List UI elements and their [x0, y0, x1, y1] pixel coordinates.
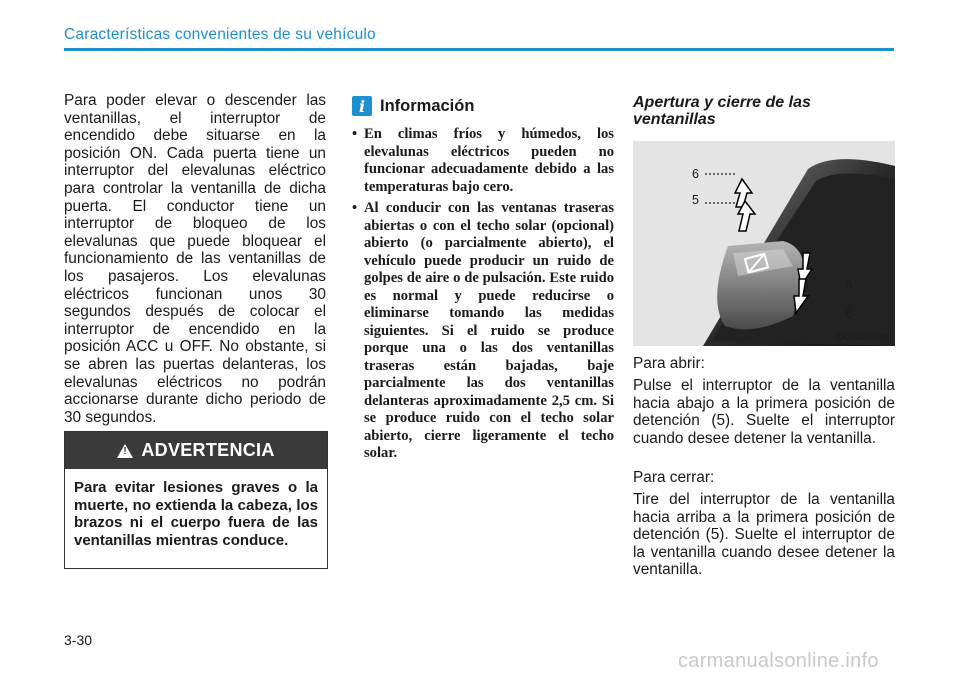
window-section-title: Apertura y cierre de las ventanillas [633, 94, 811, 128]
info-icon: i [352, 96, 372, 116]
window-switch-illustration [633, 141, 895, 346]
close-heading: Para cerrar: [633, 469, 715, 486]
window-switch-figure [633, 141, 895, 346]
warning-title: ADVERTENCIA [141, 440, 275, 460]
bullet: • [352, 200, 358, 216]
header-rule [64, 48, 894, 51]
info-bullet-text: En climas fríos y húmedos, los elevalunas eléctricos pueden no funcionar adecuadamente debido a las temperaturas bajo cero. [364, 126, 614, 195]
watermark: carmanualsonline.info [678, 650, 879, 672]
label-5-bottom: 5 [845, 278, 852, 292]
label-5-top: 5 [692, 193, 699, 207]
info-title: Información [380, 96, 475, 115]
intro-paragraph: Para poder elevar o descender las ventanillas, el interruptor de encendido debe situarse en la posición ON. Cada puerta tiene un interruptor del elevalunas eléctrico para controlar la ventanilla de dicha puerta. El conductor tiene un interruptor de bloqueo de los elevalunas que puede bloquear el funcionamiento de las ventanillas de los pasajeros. Los elevalunas eléctricos funcionan unos 30 segundos después de colocar el interruptor de encendido en la posición ACC u OFF. No obstante, si se abren las puertas delanteras, los elevalunas eléctricos no podrán accionarse durante dicho periodo de 30 segundos. [64, 92, 326, 426]
section-title: Características convenientes de su vehículo [64, 26, 376, 43]
info-list [352, 126, 614, 467]
bullet: • [352, 126, 358, 142]
list-item [352, 200, 614, 463]
list-item [352, 126, 614, 196]
open-text: Pulse el interruptor de la ventanilla hacia abajo a la primera posición de detención (5). Suelte el interruptor cuando desee detener la ventanilla. [633, 377, 895, 447]
warning-triangle-icon: ! [117, 444, 133, 458]
label-6-top: 6 [692, 167, 699, 181]
info-bullet-text: Al conducir con las ventanas traseras abiertas o con el techo solar (opcional) abierto (o parcialmente abierto), el vehículo puede producir un ruido de golpes de aire o de pulsación. Este ruido es normal y puede reducirse o eliminarse tomando las medidas siguientes. Si el ruido se produce porque una o las dos ventanillas traseras están bajadas, baje parcialmente las dos ventanillas delanteras aproximadamente 2,5 cm. Si se produce ruido con el techo solar abierto, cierre ligeramente el techo solar. [364, 200, 614, 461]
open-heading: Para abrir: [633, 355, 705, 372]
warning-box [64, 431, 328, 569]
warning-header [65, 432, 327, 469]
info-header [352, 96, 474, 116]
label-6-bottom: 6 [845, 307, 852, 321]
close-text: Tire del interruptor de la ventanilla hacia arriba a la primera posición de detención (5). Suelte el interruptor de la ventanilla cuando desee detener la ventanilla. [633, 491, 895, 579]
figure-code: OOS047018 [836, 332, 889, 343]
warning-text: Para evitar lesiones graves o la muerte, no extienda la cabeza, los brazos ni el cuerpo fuera de las ventanillas mientras conduce. [74, 479, 318, 549]
page-number: 3-30 [64, 632, 93, 648]
